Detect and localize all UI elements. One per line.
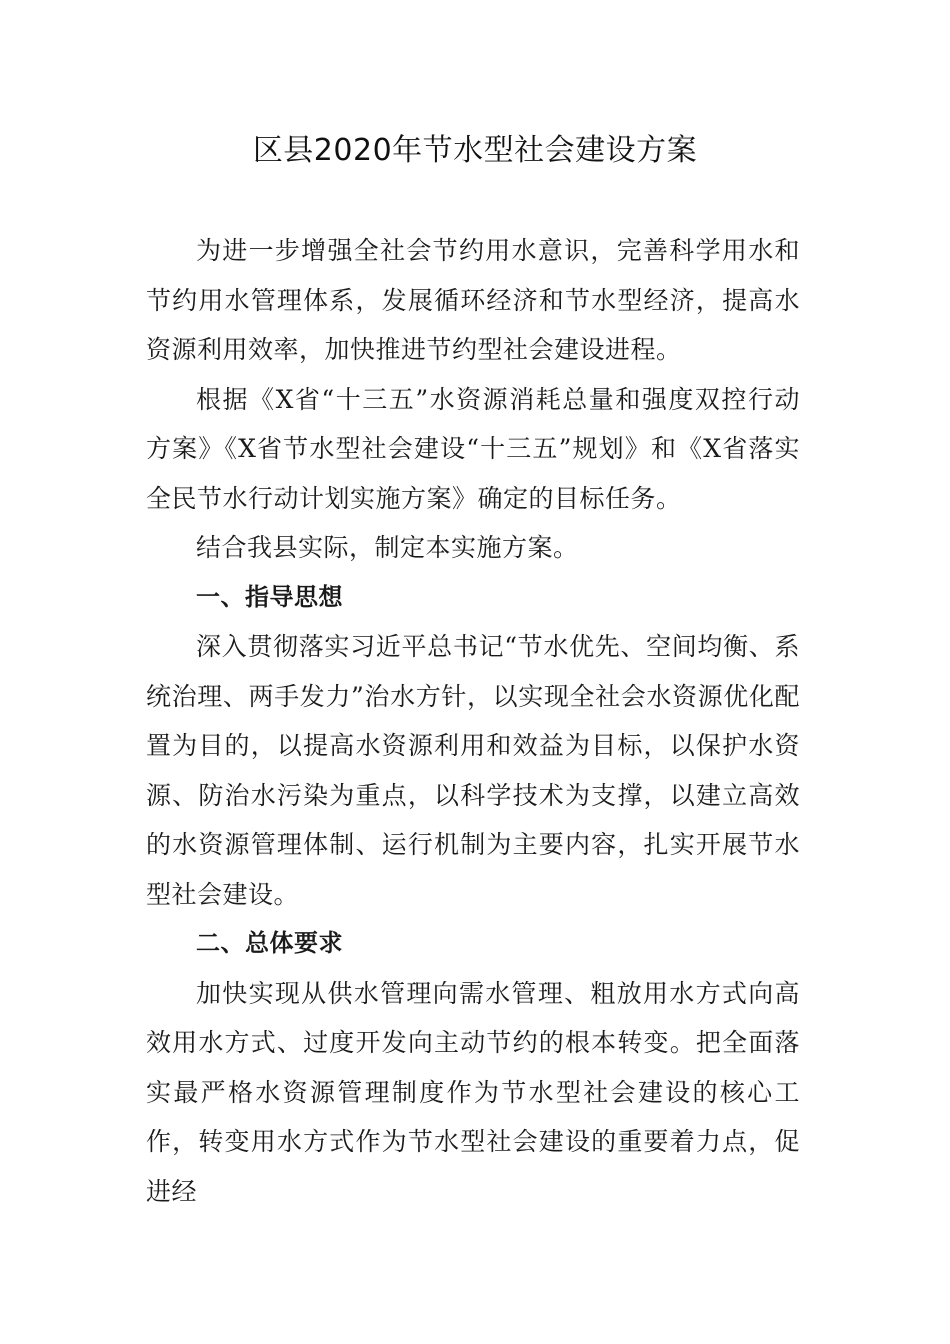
section-heading-overall-requirements: 二、总体要求 xyxy=(196,929,343,957)
document-body xyxy=(146,226,800,1216)
intro-paragraph-3: 结合我县实际，制定本实施方案。 xyxy=(196,533,579,562)
intro-paragraph-2: 根据《X省“十三五”水资源消耗总量和强度双控行动方案》《X省节水型社会建设“十三五”规划》和《X省落实全民节水行动计划实施方案》确定的目标任务。 xyxy=(146,384,800,513)
document-title: 区县2020年节水型社会建设方案 xyxy=(252,133,698,168)
intro-paragraph-1: 为进一步增强全社会节约用水意识，完善科学用水和节约用水管理体系，发展循环经济和节水型经济，提高水资源利用效率，加快推进节约型社会建设进程。 xyxy=(146,236,800,364)
section-text-guiding-ideology: 深入贯彻落实习近平总书记“节水优先、空间均衡、系统治理、两手发力”治水方针，以实现全社会水资源优化配置为目的，以提高水资源利用和效益为目标，以保护水资源、防治水污染为重点，以科学技术为支撑，以建立高效的水资源管理体制、运行机制为主要内容，扎实开展节水型社会建设。 xyxy=(146,632,800,909)
section-heading-guiding-ideology: 一、指导思想 xyxy=(196,582,343,611)
section-text-overall-requirements: 加快实现从供水管理向需水管理、粗放用水方式向高效用水方式、过度开发向主动节约的根本转变。把全面落实最严格水资源管理制度作为节水型社会建设的核心工作，转变用水方式作为节水型社会建设的重要着力点，促进经 xyxy=(146,978,800,1206)
